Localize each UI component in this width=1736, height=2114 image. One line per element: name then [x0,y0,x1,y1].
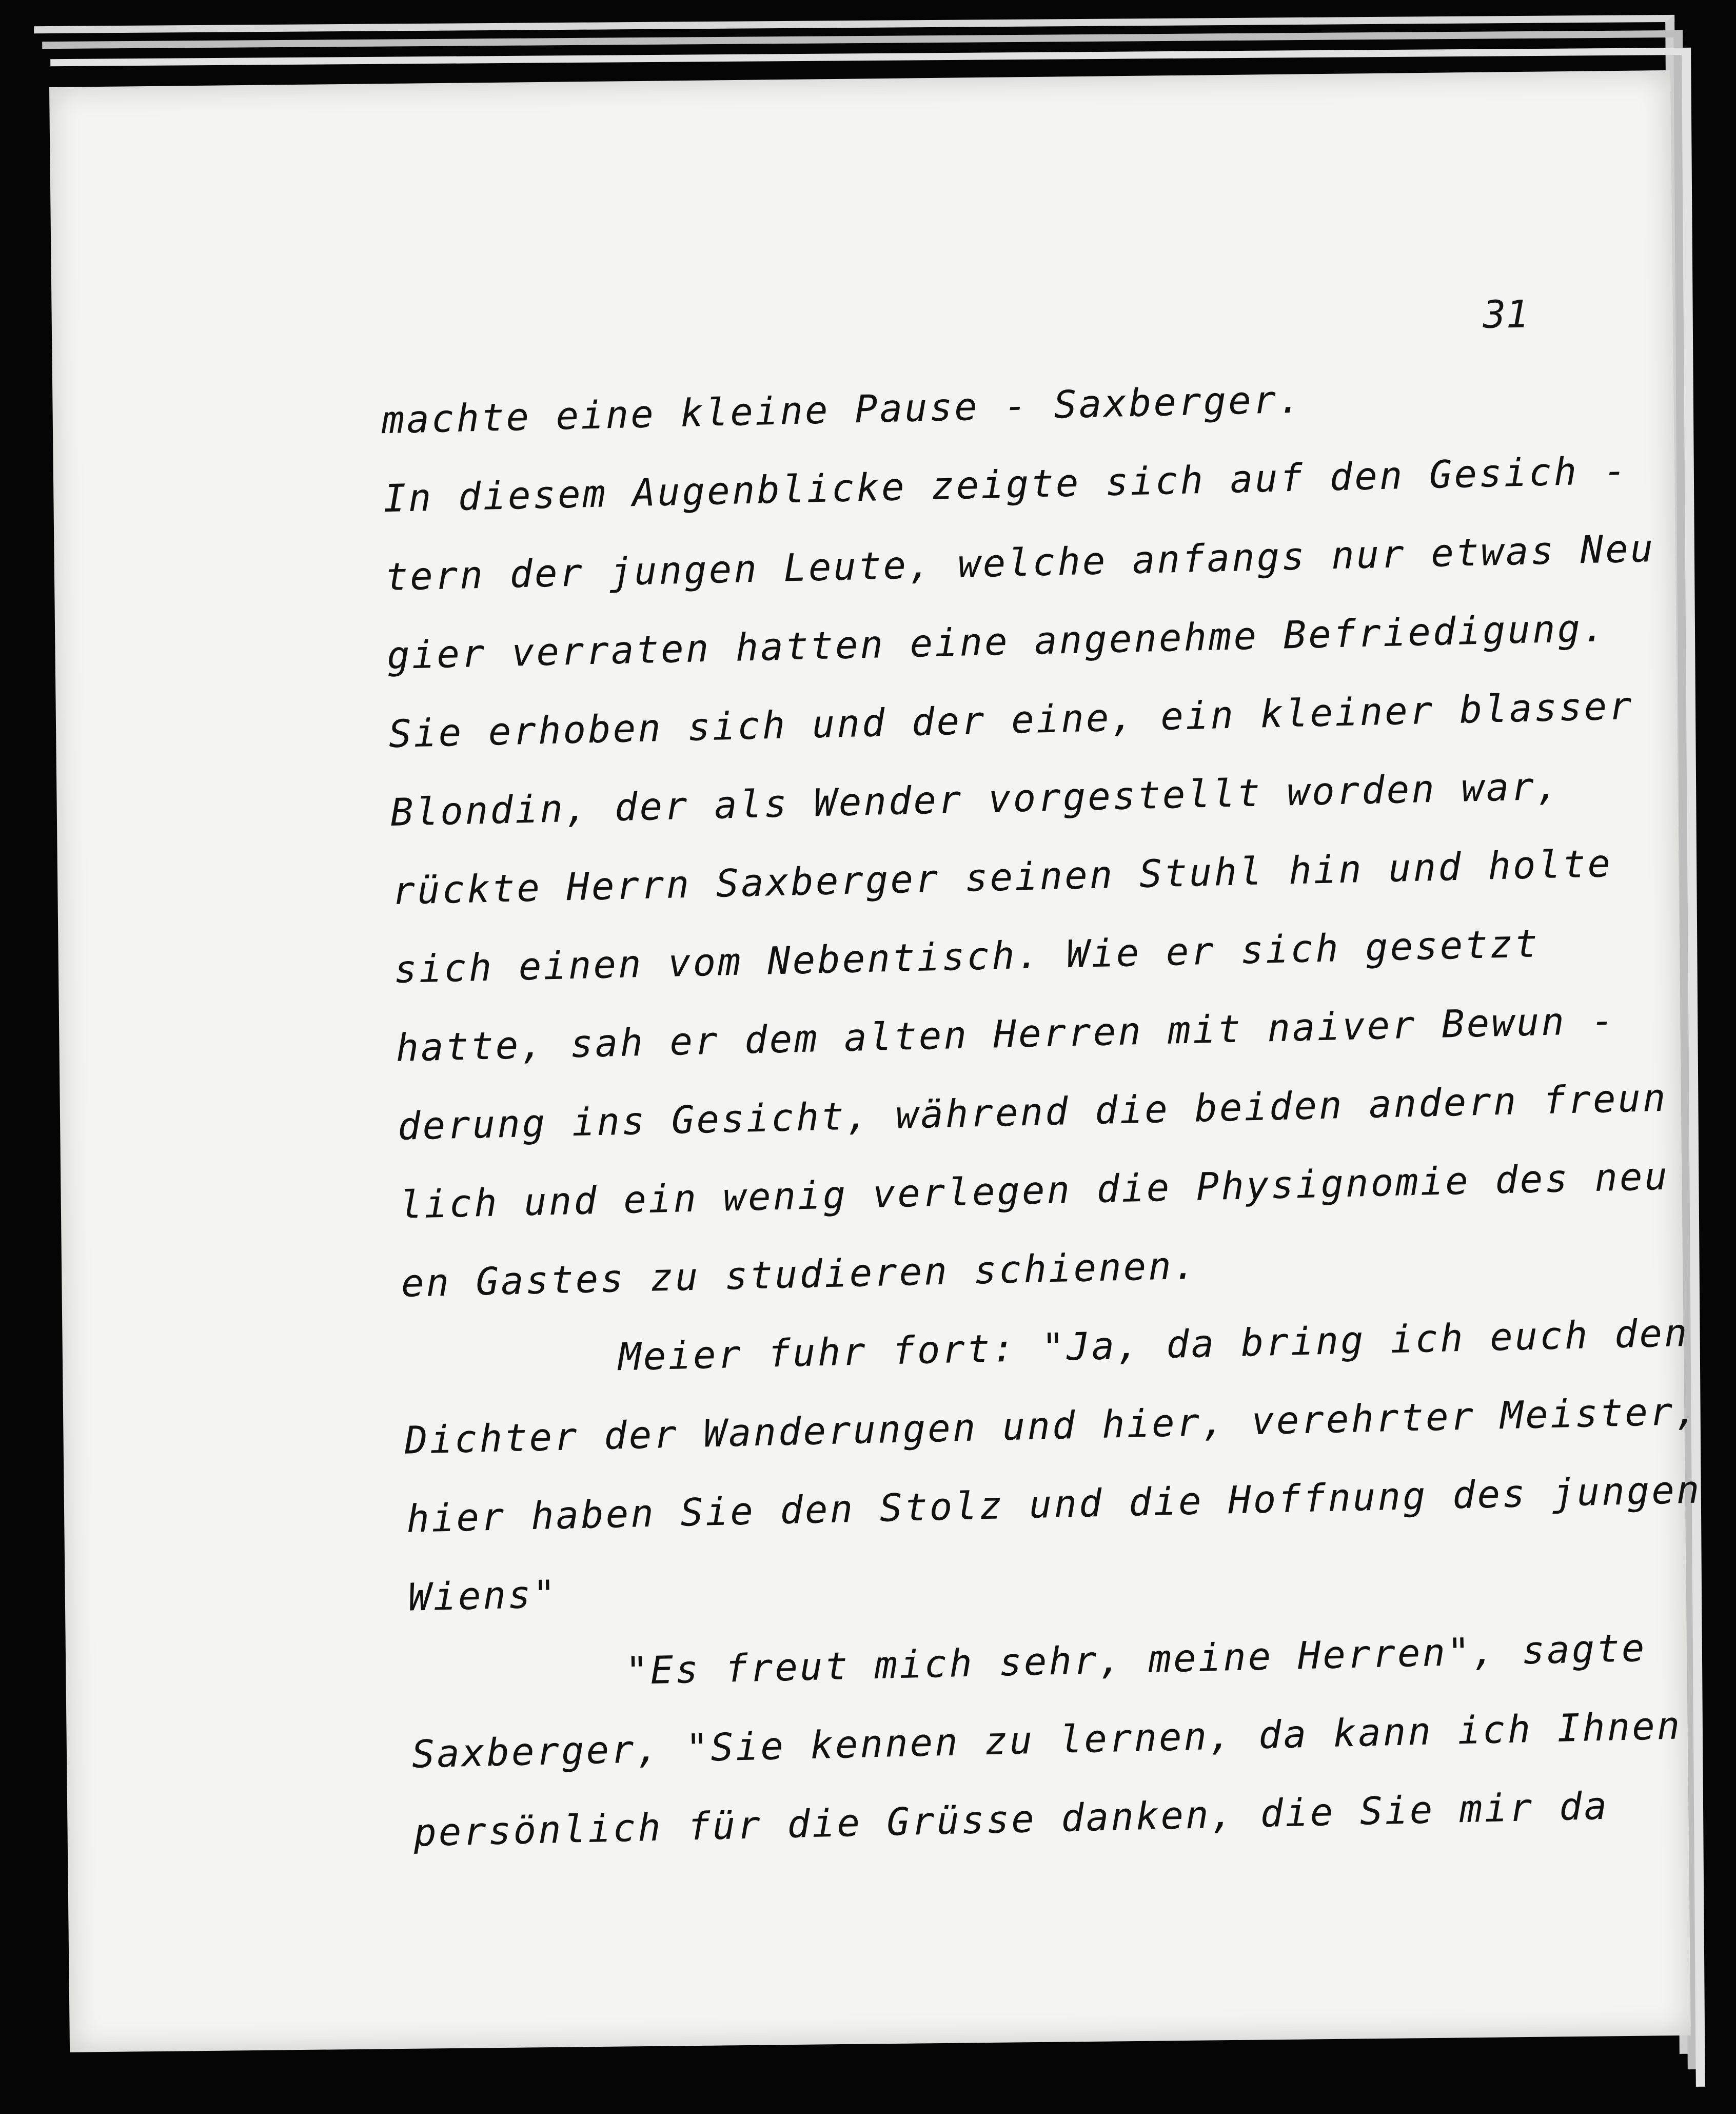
text-line: tern der jungen Leute, welche anfangs nur etwas Neu [384,526,1656,600]
text-line: In diesem Augenblicke zeigte sich auf den Gesich - [383,448,1629,521]
body-text [381,351,1727,1872]
text-line: rückte Herrn Saxberger seinen Stuhl hin und holte [391,841,1613,913]
text-line: Blondin, der als Wender vorgestellt worden war, [390,764,1562,835]
page-number: 31 [1483,292,1529,337]
text-line: sich einen vom Nebentisch. Wie er sich gesetzt [393,922,1540,992]
text-line: Sie erhoben sich und der eine, ein kleiner blasser [388,684,1634,757]
text-line: hier haben Sie den Stolz und die Hoffnung des jungen [406,1467,1702,1541]
text-line: Meier fuhr fort: "Ja, da bring ich euch den [618,1310,1690,1380]
text-line: lich und ein wenig verlegen die Physignomie des neu [399,1154,1670,1227]
text-line: gier verraten hatten eine angenehme Befriedigung. [386,606,1608,678]
text-line: persönlich für die Grüsse danken, die Sie mir da [413,1784,1610,1855]
text-line: hatte, sah er dem alten Herren mit naiver Bewun - [395,998,1616,1070]
text-line: Saxberger, "Sie kennen zu lernen, da kann ich Ihnen [411,1704,1683,1777]
typewritten-page [49,70,1702,2052]
text-line: derung ins Gesicht, während die beiden andern freun [397,1075,1668,1149]
text-line: "Es freut mich sehr, meine Herren", sagte [625,1626,1647,1694]
text-line: Dichter der Wanderungen und hier, verehrter Meister, [404,1389,1700,1463]
text-line: machte eine kleine Pause - Saxberger. [381,377,1304,443]
text-line: en Gastes zu studieren schienen. [400,1243,1199,1306]
text-line: Wiens" [407,1572,559,1620]
